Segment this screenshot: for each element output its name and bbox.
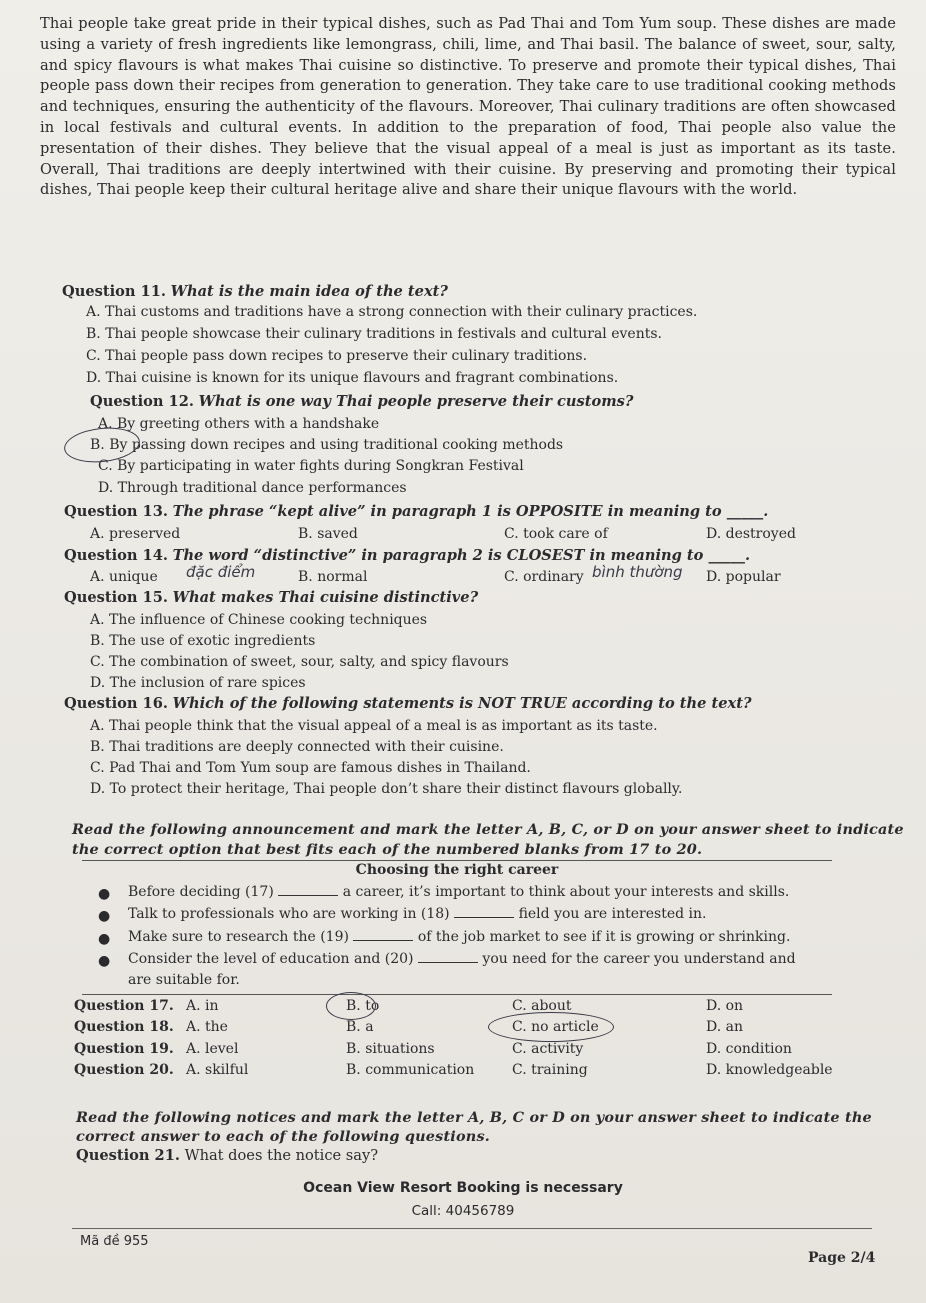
question-16	[64, 694, 752, 714]
q16-option-d[interactable]: D. To protect their heritage, Thai people don’t share their distinct flavours globally.	[90, 781, 683, 797]
q13-option-b[interactable]: B. saved	[298, 526, 358, 542]
line-19-start: Make sure to research the (19)	[128, 929, 349, 945]
q18-option-b[interactable]: B. a	[346, 1019, 374, 1035]
q12-option-b[interactable]: B. By passing down recipes and using traditional cooking methods	[90, 437, 564, 453]
ink-circle-mark	[326, 992, 376, 1020]
announcement-line-19	[128, 927, 790, 948]
exam-code: Mã đề 955	[80, 1234, 149, 1249]
question-14-number: Question 14.	[64, 547, 168, 564]
q14-option-c[interactable]: C. ordinary	[504, 569, 584, 585]
q13-option-c[interactable]: C. took care of	[504, 526, 608, 542]
q14-option-d[interactable]: D. popular	[706, 569, 781, 585]
q18-option-a[interactable]: A. the	[186, 1019, 228, 1035]
q13-option-a[interactable]: A. preserved	[90, 526, 181, 542]
question-12-number: Question 12.	[90, 393, 194, 410]
question-15	[64, 588, 478, 608]
q18-option-c[interactable]: C. no article	[512, 1019, 599, 1035]
q17-option-a[interactable]: A. in	[186, 998, 219, 1014]
question-16-text: Which of the following statements is NOT TRUE according to the text?	[172, 695, 752, 712]
instruction-notices-line-1: Read the following notices and mark the letter A, B, C or D on your answer sheet to indicate the	[76, 1109, 872, 1126]
q19-option-b[interactable]: B. situations	[346, 1041, 435, 1057]
q20-option-b[interactable]: B. communication	[346, 1062, 475, 1078]
q11-option-a[interactable]: A. Thai customs and traditions have a strong connection with their culinary practices.	[86, 304, 698, 320]
question-12	[90, 392, 633, 412]
q15-option-c[interactable]: C. The combination of sweet, sour, salty, and spicy flavours	[90, 654, 509, 670]
question-11-number: Question 11.	[62, 283, 166, 300]
blank-17	[278, 883, 338, 896]
bullet-icon: ●	[98, 908, 111, 924]
line-19-end: of the job market to see if it is growing or shrinking.	[417, 929, 791, 945]
q15-option-a[interactable]: A. The influence of Chinese cooking techniques	[90, 612, 428, 628]
notice-call: Call: 40456789	[411, 1203, 515, 1219]
q20-option-a[interactable]: A. skilful	[186, 1062, 249, 1078]
question-21	[76, 1146, 378, 1166]
question-17-number: Question 17.	[74, 998, 174, 1014]
announcement-title: Choosing the right career	[355, 862, 559, 878]
question-13	[64, 502, 768, 522]
q13-option-d[interactable]: D. destroyed	[706, 526, 796, 542]
question-20-number: Question 20.	[74, 1062, 174, 1078]
question-13-text: The phrase “kept alive” in paragraph 1 is OPPOSITE in meaning to _____.	[172, 503, 769, 520]
q14-option-a[interactable]: A. unique	[90, 569, 158, 585]
announcement-line-20	[128, 949, 796, 970]
question-16-number: Question 16.	[64, 695, 168, 712]
announcement-line-18	[128, 904, 707, 925]
question-18-number: Question 18.	[74, 1019, 174, 1035]
question-11-text: What is the main idea of the text?	[170, 283, 448, 300]
bullet-icon: ●	[98, 953, 111, 969]
instruction-17-20-line-2: the correct option that best fits each of the numbered blanks from 17 to 20.	[72, 841, 703, 858]
q11-option-b[interactable]: B. Thai people showcase their culinary traditions in festivals and cultural events.	[86, 326, 662, 342]
q11-option-c[interactable]: C. Thai people pass down recipes to preserve their culinary traditions.	[86, 348, 588, 364]
question-21-number: Question 21.	[76, 1147, 180, 1164]
bullet-icon: ●	[98, 886, 111, 902]
q14-option-b[interactable]: B. normal	[298, 569, 368, 585]
reading-passage: Thai people take great pride in their typical dishes, such as Pad Thai and Tom Yum soup. These dishes are made using a variety of fresh ingredients like lemongrass, chili, lime, and Thai basil. The balance of sweet, sour, salty, and spicy flavours is what makes Thai cuisine so distinctive. To preserve and promote their typical dishes, Thai people pass down their recipes from generation to generation. They take care to use traditional cooking methods and techniques, ensuring the authenticity of the flavours. Moreover, Thai culinary traditions are often showcased in local festivals and cultural events. In addition to the preparation of food, Thai people also value the presentation of their dishes. They believe that the visual appeal of a meal is just as important as its taste. Overall, Thai traditions are deeply intertwined with their cuisine. By preserving and promoting their typical dishes, Thai people keep their cultural heritage alive and share their unique flavours with the world.	[40, 15, 896, 199]
q18-option-d[interactable]: D. an	[706, 1019, 743, 1035]
q17-option-d[interactable]: D. on	[706, 998, 744, 1014]
announcement-line-20-cont: are suitable for.	[128, 972, 240, 988]
q16-option-c[interactable]: C. Pad Thai and Tom Yum soup are famous dishes in Thailand.	[90, 760, 531, 776]
announcement-line-17	[128, 882, 789, 903]
q12-option-c[interactable]: C. By participating in water fights during Songkran Festival	[98, 458, 524, 474]
question-12-text: What is one way Thai people preserve their customs?	[198, 393, 634, 410]
instruction-17-20-line-1: Read the following announcement and mark the letter A, B, C, or D on your answer sheet to indicate	[72, 821, 904, 838]
ink-circle-mark	[488, 1012, 614, 1042]
q17-option-b[interactable]: B. to	[346, 998, 380, 1014]
q16-option-b[interactable]: B. Thai traditions are deeply connected with their cuisine.	[90, 739, 504, 755]
question-15-text: What makes Thai cuisine distinctive?	[172, 589, 479, 606]
question-13-number: Question 13.	[64, 503, 168, 520]
handwritten-note-2: bình thường	[592, 563, 683, 581]
q15-option-b[interactable]: B. The use of exotic ingredients	[90, 633, 316, 649]
instruction-notices-line-2: correct answer to each of the following questions.	[76, 1128, 490, 1145]
question-11	[62, 282, 448, 302]
q12-option-d[interactable]: D. Through traditional dance performances	[98, 480, 407, 496]
page-number: Page 2/4	[808, 1250, 876, 1266]
line-20-end: you need for the career you understand and	[482, 951, 796, 967]
line-20-start: Consider the level of education and (20)	[128, 951, 414, 967]
line-17-end: a career, it’s important to think about your interests and skills.	[342, 884, 790, 900]
q11-option-d[interactable]: D. Thai cuisine is known for its unique flavours and fragrant combinations.	[86, 370, 619, 386]
blank-20	[418, 950, 478, 963]
question-19-number: Question 19.	[74, 1041, 174, 1057]
q12-option-a[interactable]: A. By greeting others with a handshake	[98, 416, 380, 432]
notice-title: Ocean View Resort Booking is necessary	[303, 1180, 623, 1196]
blank-18	[454, 905, 514, 918]
line-17-start: Before deciding (17)	[128, 884, 274, 900]
q17-option-c[interactable]: C. about	[512, 998, 572, 1014]
footer-divider	[72, 1228, 872, 1229]
q19-option-a[interactable]: A. level	[186, 1041, 239, 1057]
bullet-icon: ●	[98, 931, 111, 947]
q19-option-d[interactable]: D. condition	[706, 1041, 792, 1057]
handwritten-note-1: đặc điểm	[186, 563, 256, 581]
q20-option-d[interactable]: D. knowledgeable	[706, 1062, 833, 1078]
blank-19	[353, 928, 413, 941]
q16-option-a[interactable]: A. Thai people think that the visual appeal of a meal is as important as its taste.	[90, 718, 658, 734]
q15-option-d[interactable]: D. The inclusion of rare spices	[90, 675, 306, 691]
line-18-end: field you are interested in.	[518, 906, 707, 922]
question-15-number: Question 15.	[64, 589, 168, 606]
q20-option-c[interactable]: C. training	[512, 1062, 588, 1078]
question-21-text: What does the notice say?	[184, 1147, 379, 1164]
question-14-text: The word “distinctive” in paragraph 2 is CLOSEST in meaning to _____.	[172, 547, 751, 564]
q19-option-c[interactable]: C. activity	[512, 1041, 584, 1057]
line-18-start: Talk to professionals who are working in (18)	[128, 906, 450, 922]
